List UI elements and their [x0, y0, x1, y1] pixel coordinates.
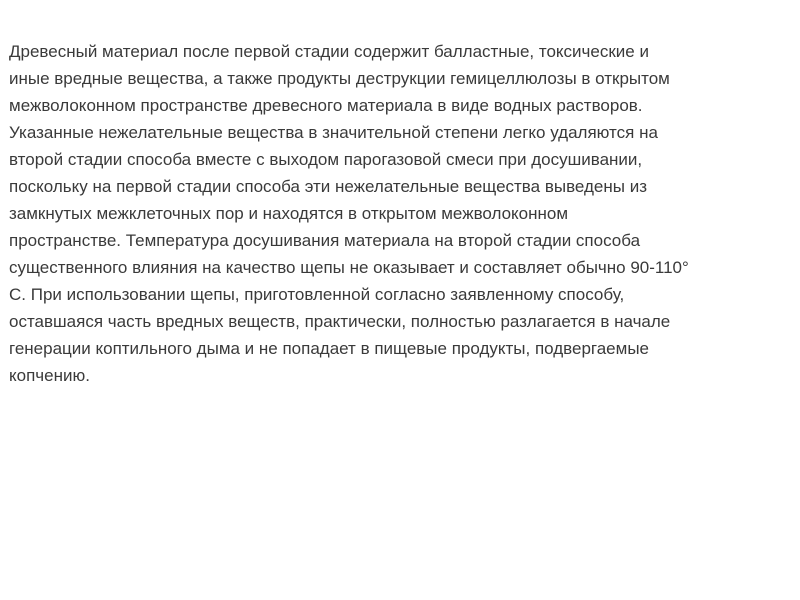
- paragraph-line: межволоконном пространстве древесного материала в виде водных растворов.: [9, 96, 643, 115]
- paragraph-line: копчению.: [9, 366, 90, 385]
- paragraph-line: С. При использовании щепы, приготовленной согласно заявленному способу,: [9, 285, 625, 304]
- paragraph-line: Указанные нежелательные вещества в значительной степени легко удаляются на: [9, 123, 658, 142]
- paragraph-line: второй стадии способа вместе с выходом парогазовой смеси при досушивании,: [9, 150, 643, 169]
- paragraph-line: пространстве. Температура досушивания материала на второй стадии способа: [9, 231, 641, 250]
- paragraph-line: иные вредные вещества, а также продукты деструкции гемицеллюлозы в открытом: [9, 69, 670, 88]
- paragraph-line: Древесный материал после первой стадии содержит балластные, токсические и: [9, 42, 649, 61]
- paragraph-line: генерации коптильного дыма и не попадает в пищевые продукты, подвергаемые: [9, 339, 649, 358]
- paragraph-line: поскольку на первой стадии способа эти нежелательные вещества выведены из: [9, 177, 647, 196]
- paragraph-line: оставшаяся часть вредных веществ, практически, полностью разлагается в начале: [9, 312, 671, 331]
- paragraph-line: замкнутых межклеточных пор и находятся в открытом межволоконном: [9, 204, 569, 223]
- body-paragraph: [9, 38, 794, 389]
- paragraph-line: существенного влияния на качество щепы не оказывает и составляет обычно 90-110°: [9, 258, 689, 277]
